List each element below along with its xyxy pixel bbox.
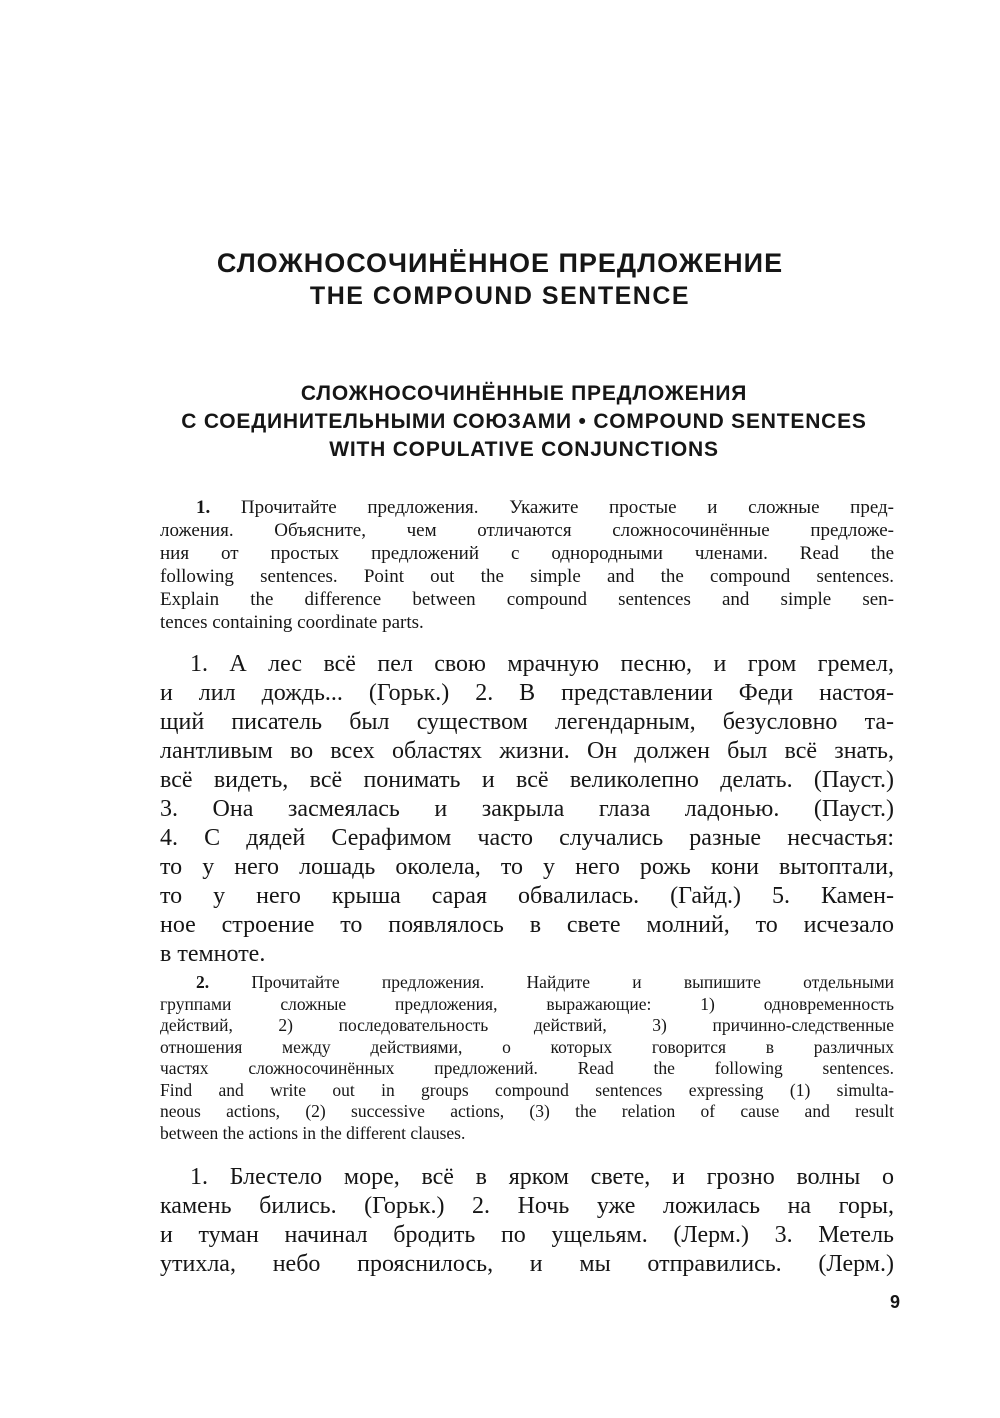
text-line: 4. С дядей Серафимом часто случались разные несчастья:	[160, 825, 894, 851]
instruction-line	[160, 496, 894, 519]
exercise-number: 1.	[196, 497, 211, 518]
text-line: 1. А лес всё пел свою мрачную песню, и гром гремел,	[190, 651, 894, 677]
instruction-line: группами сложные предложения, выражающие: 1) одновременность	[160, 993, 894, 1014]
text-line: то у него крыша сарая обвалилась. (Гайд.) 5. Камен-	[160, 883, 894, 909]
instruction-line: between the actions in the different clauses.	[160, 1122, 466, 1143]
instruction-line: действий, 2) последовательность действий, 3) причинно-следственные	[160, 1015, 894, 1035]
text-line: щий писатель был существом легендарным, безусловно та-	[160, 709, 894, 735]
exercise-2-text	[160, 1163, 894, 1279]
text-line: камень бились. (Горьк.) 2. Ночь уже ложилась на горы,	[160, 1193, 894, 1219]
exercise-1-instruction	[160, 496, 894, 634]
instruction-line-text: Прочитайте предложения. Найдите и выпишите отдельными	[251, 972, 895, 992]
text-line: всё видеть, всё понимать и всё великолепно делать. (Пауст.)	[160, 767, 894, 793]
exercise-number: 2.	[196, 972, 210, 992]
text-line: 1. Блестело море, всё в ярком свете, и грозно волны о	[190, 1164, 894, 1190]
text-line: 3. Она засмеялась и закрыла глаза ладонью. (Пауст.)	[160, 796, 894, 822]
section-title-line: СЛОЖНОСОЧИНЁННЫЕ ПРЕДЛОЖЕНИЯ	[300, 382, 748, 405]
text-line: и туман начинал бродить по ущельям. (Лерм.) 3. Метель	[160, 1222, 894, 1248]
instruction-line: Find and write out in groups compound sentences expressing (1) simulta-	[160, 1079, 894, 1100]
main-title-en: THE COMPOUND SENTENCE	[309, 282, 691, 310]
text-line: утихла, небо прояснилось, и мы отправились. (Лерм.)	[160, 1251, 894, 1277]
instruction-line: отношения между действиями, о которых говорится в различных	[160, 1036, 894, 1057]
text-line: в темноте.	[160, 941, 266, 967]
instruction-line: tences containing coordinate parts.	[160, 612, 424, 633]
main-title-ru: СЛОЖНОСОЧИНЁННОЕ ПРЕДЛОЖЕНИЕ	[216, 248, 784, 278]
exercise-1-text	[160, 650, 894, 969]
section-title	[150, 380, 898, 464]
instruction-line: ложения. Объясните, чем отличаются сложносочинённые предложе-	[160, 520, 894, 541]
text-line: и лил дождь... (Горьк.) 2. В представлении Феди настоя-	[160, 680, 894, 706]
text-line: ное строение то появлялось в свете молний, то исчезало	[160, 912, 894, 938]
section-title-line: С СОЕДИНИТЕЛЬНЫМИ СОЮЗАМИ • COMPOUND SENTENCES	[181, 410, 867, 433]
instruction-line: частях сложносочинённых предложений. Read the following sentences.	[160, 1058, 894, 1078]
text-line: то у него лошадь околела, то у него рожь кони вытоптали,	[160, 854, 894, 880]
instruction-line	[160, 972, 894, 994]
instruction-line: neous actions, (2) successive actions, (3) the relation of cause and result	[160, 1101, 894, 1121]
instruction-line-text: Прочитайте предложения. Укажите простые и сложные пред-	[240, 497, 895, 518]
instruction-line: Explain the difference between compound sentences and simple sen-	[160, 589, 894, 610]
text-line: лантливым во всех областях жизни. Он должен был всё знать,	[160, 738, 894, 764]
instruction-line: ния от простых предложений с однородными членами. Read the	[160, 543, 894, 564]
instruction-line: following sentences. Point out the simple and the compound sentences.	[160, 566, 894, 587]
section-title-line: WITH COPULATIVE CONJUNCTIONS	[329, 438, 719, 461]
exercise-2-instruction	[160, 972, 894, 1144]
page-number: 9	[889, 1292, 900, 1312]
